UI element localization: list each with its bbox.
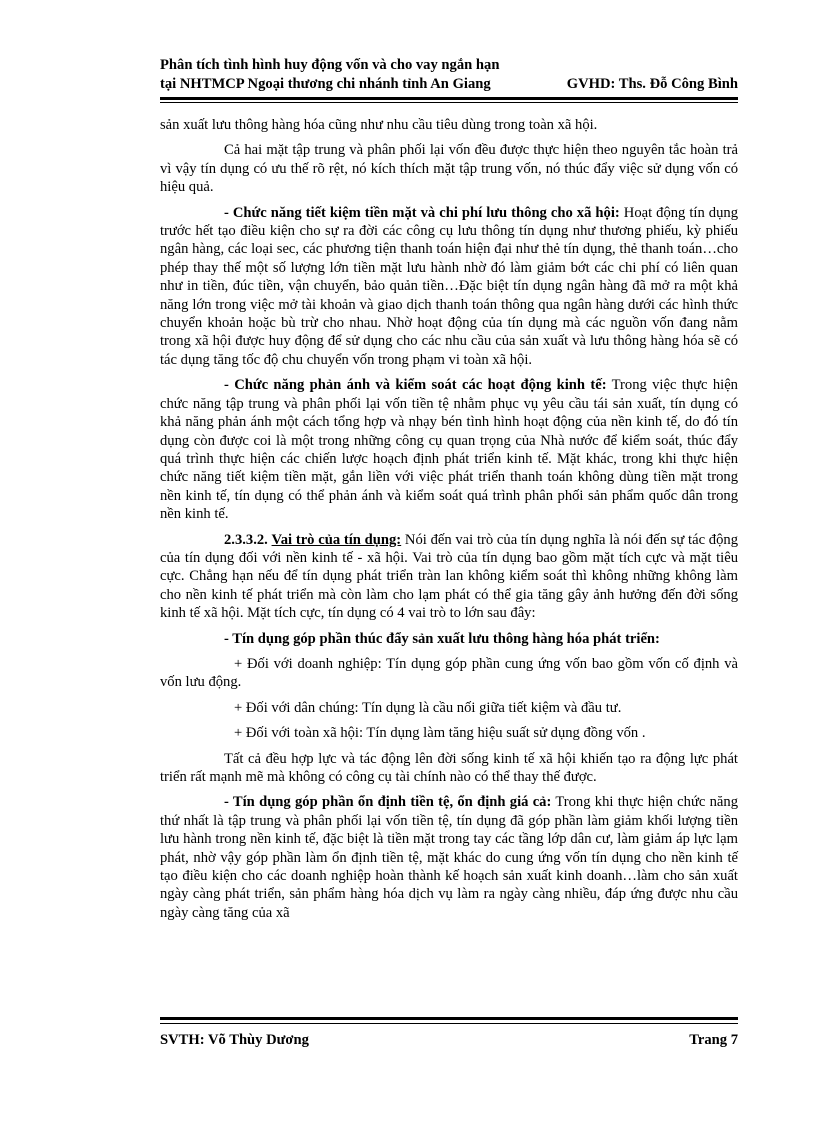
paragraph-5-text: Nói đến vai trò của tín dụng nghĩa là nói đến sự tác động của tín dụng đối với nền kinh tế - xã hội. Vai trò của tín dụng bao gồm mặt tích cực và mặt tiêu cực. Chẳng hạn nếu để tín dụng phát triển tràn lan không kiểm soát thì không những không làm cho nền kinh tế phát triển mà còn làm cho lạm phát có thể gia tăng gây ảnh hưởng đến đời sống kinh tế xã hội. Mặt tích cực, tín dụng có 4 vai trò to lớn sau đây: [160,531,738,622]
footer-rule-thick [160,1017,738,1020]
footer-author: SVTH: Võ Thùy Dương [160,1032,309,1048]
page-footer [160,1032,738,1049]
paragraph-7-text: Trong khi thực hiện chức năng thứ nhất là tập trung và phân phối lại vốn tiền tệ, tín dụng đã góp phần làm giảm khối lượng tiền lưu hành trong nền kinh tế, đặc biệt là tiền mặt trong tay các tầng lớp dân cư, làm giảm áp lực lạm phát, nhờ vậy góp phần làm ổn định tiền tệ, mặt khác do cung ứng vốn tín dụng cho nền kinh tế tạo điều kiện cho các doanh nghiệp hoàn thành kế hoạch sản xuất kinh doanh…làm cho sản xuất ngày càng phát triển, sản phẩm hàng hóa dịch vụ làm ra ngày càng nhiều, đáp ứng được nhu cầu ngày càng tăng của xã [160,794,738,921]
header-advisor: GVHD: Ths. Đỗ Công Bình [566,76,738,92]
paragraph-3-text: Hoạt động tín dụng trước hết tạo điều kiện cho sự ra đời các công cụ lưu thông tín dụng như thương phiếu, kỳ phiếu ngân hàng, các loại sec, các phương tiện thanh toán hiện đại như thẻ tín dụng, thẻ thanh toán…cho phép thay thế một số lượng lớn tiền mặt lưu hành nhờ đó làm giảm bớt các chi phí có liên quan như in tiền, đúc tiền, vận chuyển, bảo quản tiền…Đặc biệt tín dụng ngân hàng đã mở ra một khả năng lớn trong việc mở tài khoản và giao dịch thanh toán thông qua ngân hàng dưới các hình thức chuyển khoản hoặc bù trừ cho nhau. Nhờ hoạt động của tín dụng mà các nguồn vốn đang nằm trong xã hội được huy động để sử dụng cho các nhu cầu của sản xuất và lưu thông hàng hóa sẽ có tác dụng tăng tốc độ chu chuyển vốn trong phạm vi toàn xã hội. [160,204,738,368]
paragraph-3-heading: - Chức năng tiết kiệm tiền mặt và chi phí lưu thông cho xã hội: [224,204,620,221]
header-title-line2-row [160,75,738,94]
page-body [160,116,738,929]
header-title-line2: tại NHTMCP Ngoại thương chi nhánh tỉnh An Giang [160,76,491,92]
page-header [160,56,738,94]
paragraph-1: sản xuất lưu thông hàng hóa cũng như nhu cầu tiêu dùng trong toàn xã hội. [160,117,598,133]
paragraph-7-heading: - Tín dụng góp phần ổn định tiền tệ, ổn định giá cả: [224,794,552,811]
paragraph-5 [160,531,738,623]
header-rule-thick [160,97,738,100]
paragraph-6: Tất cả đều hợp lực và tác động lên đời sống kinh tế xã hội khiến tạo ra động lực phát triển rất mạnh mẽ mà không có công cụ tài chính nào có thể thay thế được. [160,750,738,785]
paragraph-7 [160,793,738,922]
header-rule-thin [160,102,738,103]
footer-rule-thin [160,1023,738,1024]
subheading-1: - Tín dụng góp phần thúc đẩy sản xuất lưu thông hàng hóa phát triển: [224,630,660,647]
paragraph-2: Cả hai mặt tập trung và phân phối lại vốn đều được thực hiện theo nguyên tắc hoàn trả vì vậy tín dụng có ưu thế rõ rệt, nó kích thích mặt tập trung vốn, nó thúc đẩy việc sử dụng vốn có hiệu quả. [160,142,738,196]
paragraph-4-text: Trong việc thực hiện chức năng tập trung và phân phối lại vốn tiền tệ nhằm phục vụ yêu cầu tái sản xuất, tín dụng có khả năng phản ánh một cách tổng hợp và nhạy bén tình hình hoạt động của nền kinh tế, do đó tín dụng còn được coi là một trong những công cụ quan trọng của Nhà nước để kiểm soát, thúc đẩy quá trình thực hiện các chiến lược hoạch định phát triển kinh tế. Mặt khác, trong khi thực hiện chức năng tiết kiệm tiền mặt, gắn liền với việc phát triển thanh toán không dùng tiền mặt trong nền kinh tế, tín dụng có thể phản ánh và kiểm soát quá trình phân phối sản phẩm quốc dân trong nền kinh tế. [160,377,738,523]
paragraph-4-heading: - Chức năng phản ánh và kiểm soát các hoạt động kinh tế: [224,377,607,394]
bullet-3: + Đối với toàn xã hội: Tín dụng làm tăng hiệu suất sử dụng đồng vốn . [234,725,646,742]
header-title-line1: Phân tích tình hình huy động vốn và cho vay ngắn hạn [160,57,500,73]
paragraph-4 [160,376,738,523]
section-number: 2.3.3.2. [224,531,268,548]
page-number: Trang 7 [689,1032,738,1048]
bullet-1: + Đối với doanh nghiệp: Tín dụng góp phần cung ứng vốn bao gồm vốn cố định và vốn lưu động. [160,655,738,691]
paragraph-3 [160,204,738,370]
bullet-2: + Đối với dân chúng: Tín dụng là cầu nối giữa tiết kiệm và đầu tư. [234,699,622,716]
section-title: Vai trò của tín dụng: [271,531,402,548]
